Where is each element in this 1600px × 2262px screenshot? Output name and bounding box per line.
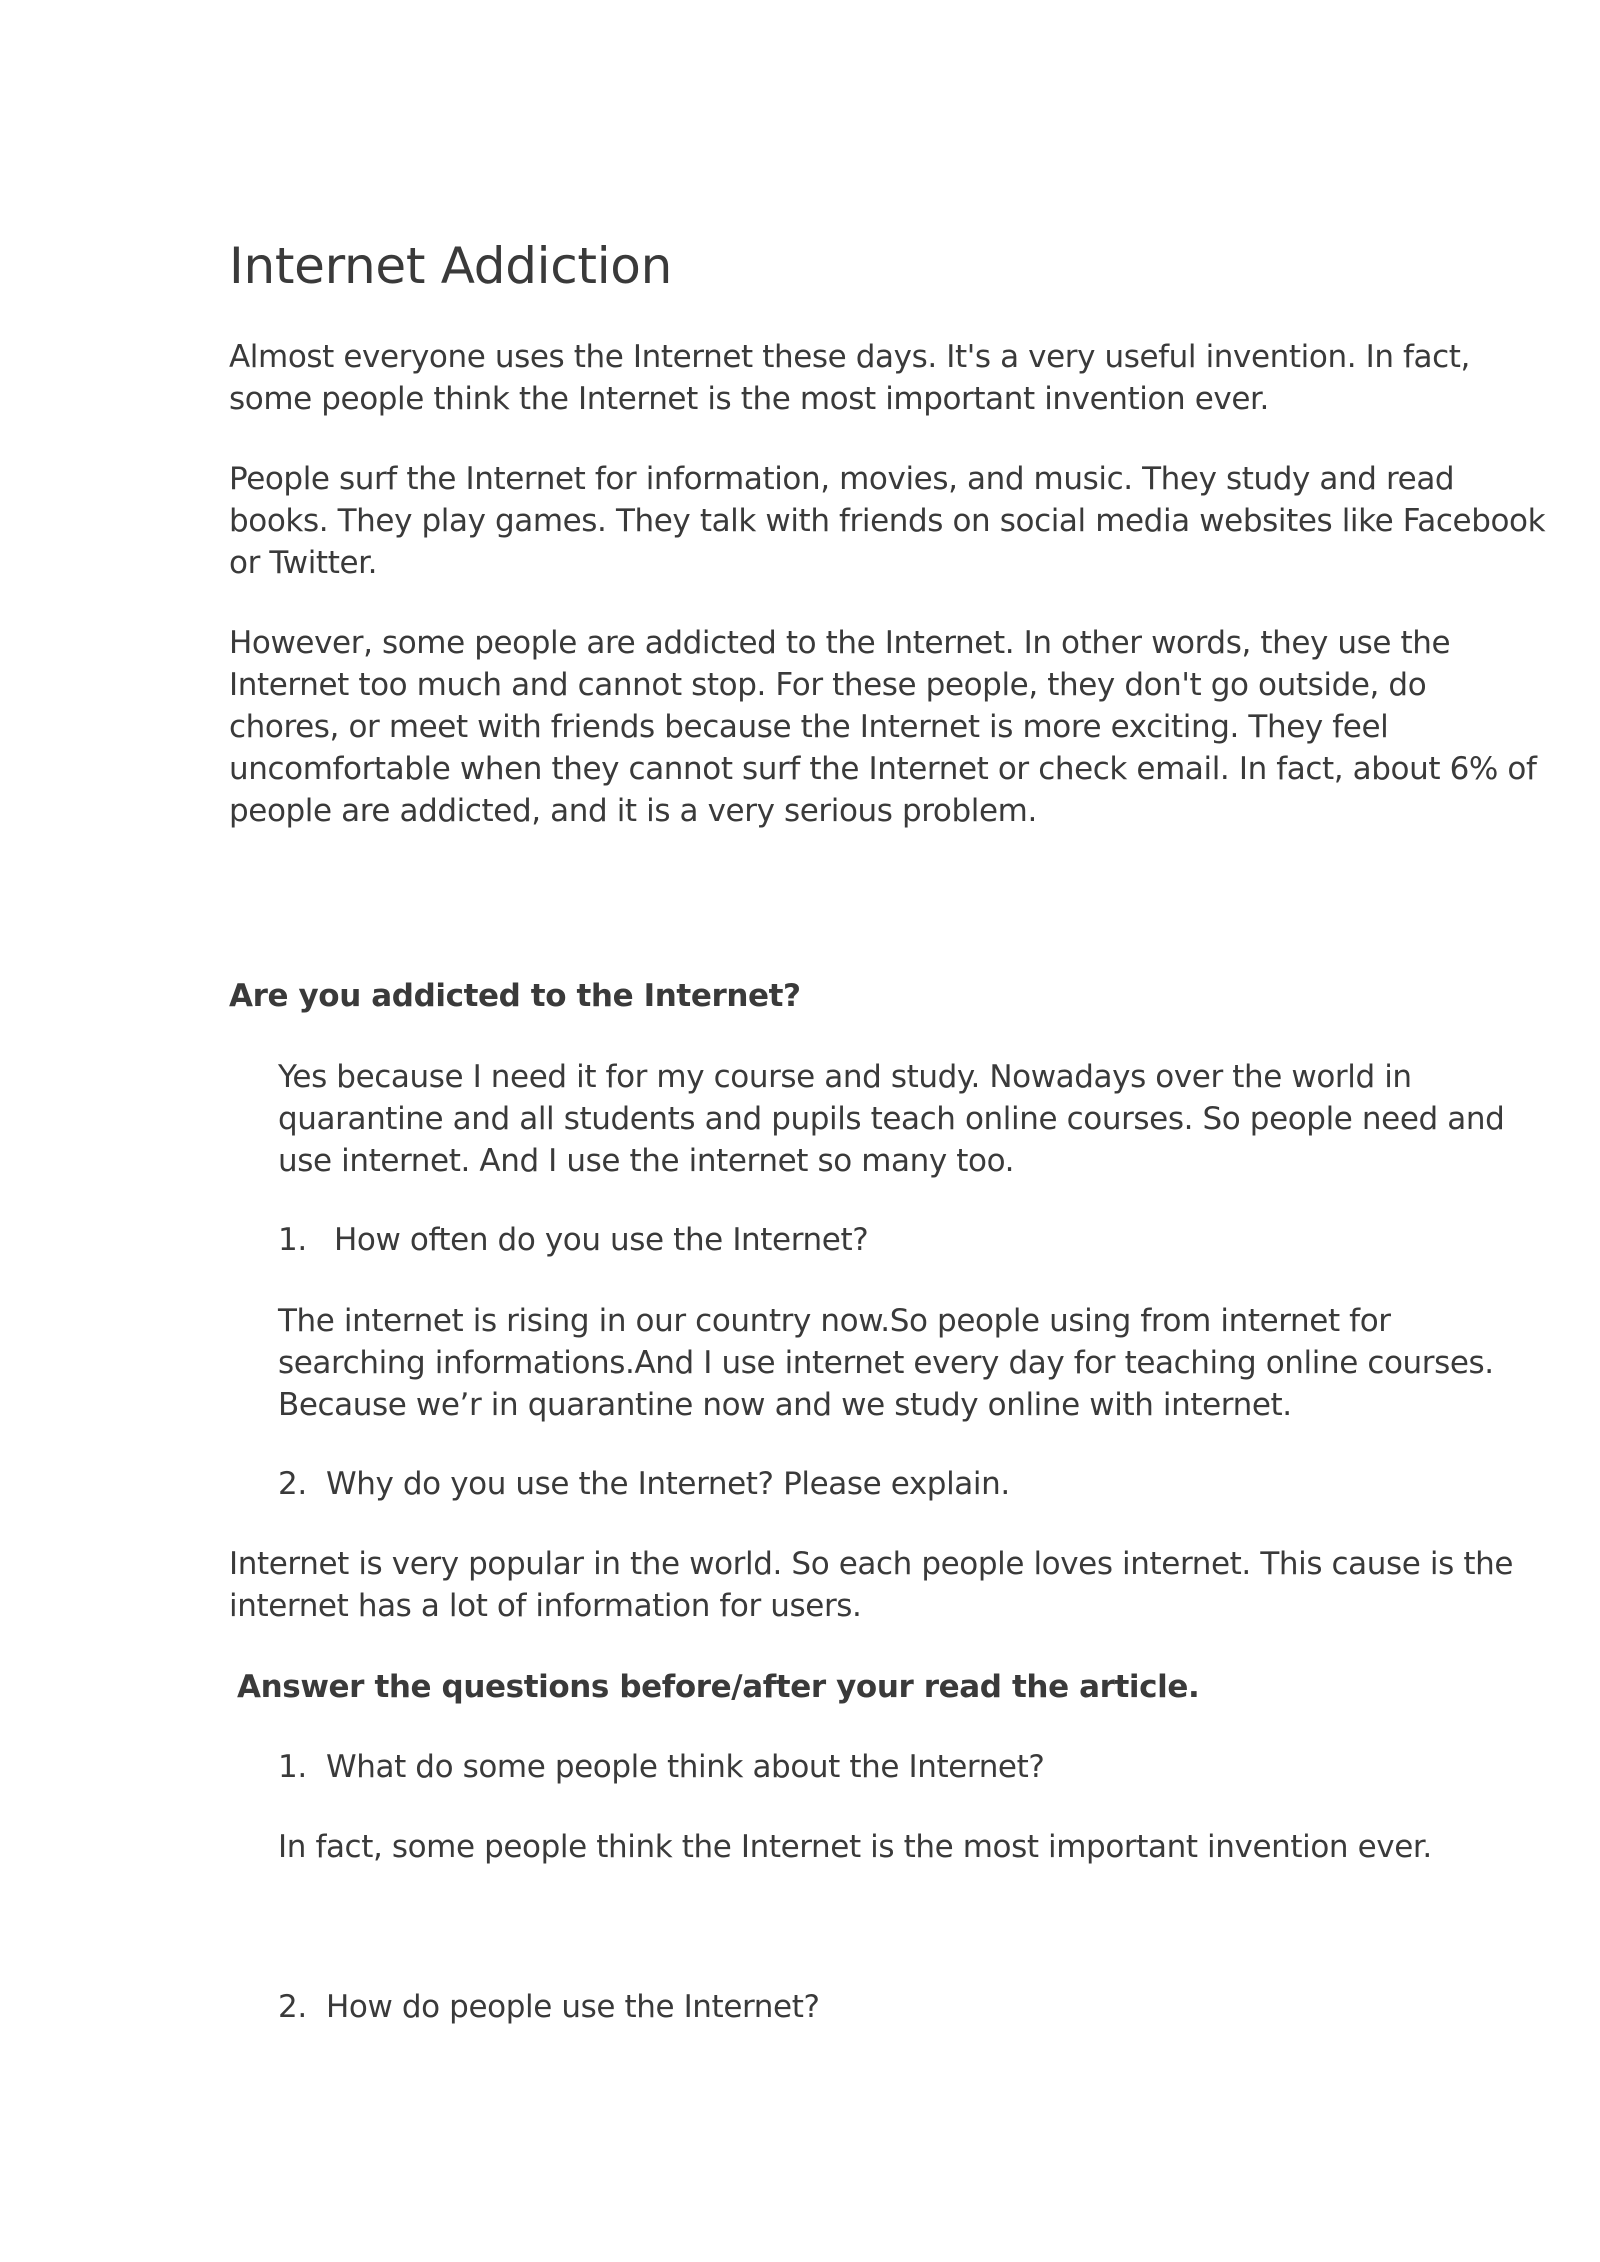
- text-line: uncomfortable when they cannot surf the Internet or check email. In fact, about 6% of: [229, 751, 1537, 787]
- question-how-often: [278, 1219, 868, 1261]
- text-line: Internet is very popular in the world. So each people loves internet. This cause is the: [229, 1546, 1513, 1582]
- question-what-think: [278, 1746, 1044, 1788]
- article-paragraph-2: [229, 458, 1545, 584]
- answer-what-think: In fact, some people think the Internet is the most important invention ever.: [278, 1829, 1432, 1865]
- text-line: However, some people are addicted to the Internet. In other words, they use the: [229, 625, 1451, 661]
- page-title: Internet Addiction: [229, 237, 672, 295]
- question-text: How do people use the Internet?: [326, 1989, 820, 2025]
- text-line: or Twitter.: [229, 545, 378, 581]
- question-how-use: [278, 1986, 820, 2028]
- text-line: books. They play games. They talk with friends on social media websites like Facebook: [229, 503, 1546, 539]
- question-text: How often do you use the Internet?: [334, 1222, 869, 1258]
- text-line: searching informations.And I use internet every day for teaching online courses.: [278, 1345, 1494, 1381]
- text-line: Internet too much and cannot stop. For these people, they don't go outside, do: [229, 667, 1427, 703]
- text-line: chores, or meet with friends because the Internet is more exciting. They feel: [229, 709, 1389, 745]
- question-text: What do some people think about the Internet?: [326, 1749, 1045, 1785]
- question-number: 2.: [278, 1989, 307, 2025]
- section-1-heading: Are you addicted to the Internet?: [229, 978, 801, 1014]
- answer-why: [229, 1543, 1513, 1627]
- answer-how-often: [278, 1300, 1494, 1426]
- text-line: internet has a lot of information for users.: [229, 1588, 862, 1624]
- question-number: 1.: [278, 1749, 307, 1785]
- text-line: Because we’r in quarantine now and we study online with internet.: [278, 1387, 1292, 1423]
- article-paragraph-1: [229, 336, 1470, 420]
- text-line: quarantine and all students and pupils teach online courses. So people need and: [278, 1101, 1505, 1137]
- text-line: some people think the Internet is the most important invention ever.: [229, 381, 1269, 417]
- text-line: People surf the Internet for information, movies, and music. They study and read: [229, 461, 1455, 497]
- text-line: The internet is rising in our country now.So people using from internet for: [278, 1303, 1391, 1339]
- text-line: Yes because I need it for my course and study. Nowadays over the world in: [278, 1059, 1412, 1095]
- question-text: Why do you use the Internet? Please explain.: [326, 1466, 1010, 1502]
- answer-addicted: [278, 1056, 1504, 1182]
- article-paragraph-3: [229, 622, 1537, 832]
- text-line: Almost everyone uses the Internet these days. It's a very useful invention. In fact,: [229, 339, 1471, 375]
- text-line: people are addicted, and it is a very serious problem.: [229, 793, 1037, 829]
- question-why: [278, 1463, 1010, 1505]
- text-line: use internet. And I use the internet so many too.: [278, 1143, 1015, 1179]
- question-number: 2.: [278, 1466, 307, 1502]
- question-number: 1.: [278, 1222, 307, 1258]
- section-2-heading: Answer the questions before/after your read the article.: [237, 1669, 1200, 1705]
